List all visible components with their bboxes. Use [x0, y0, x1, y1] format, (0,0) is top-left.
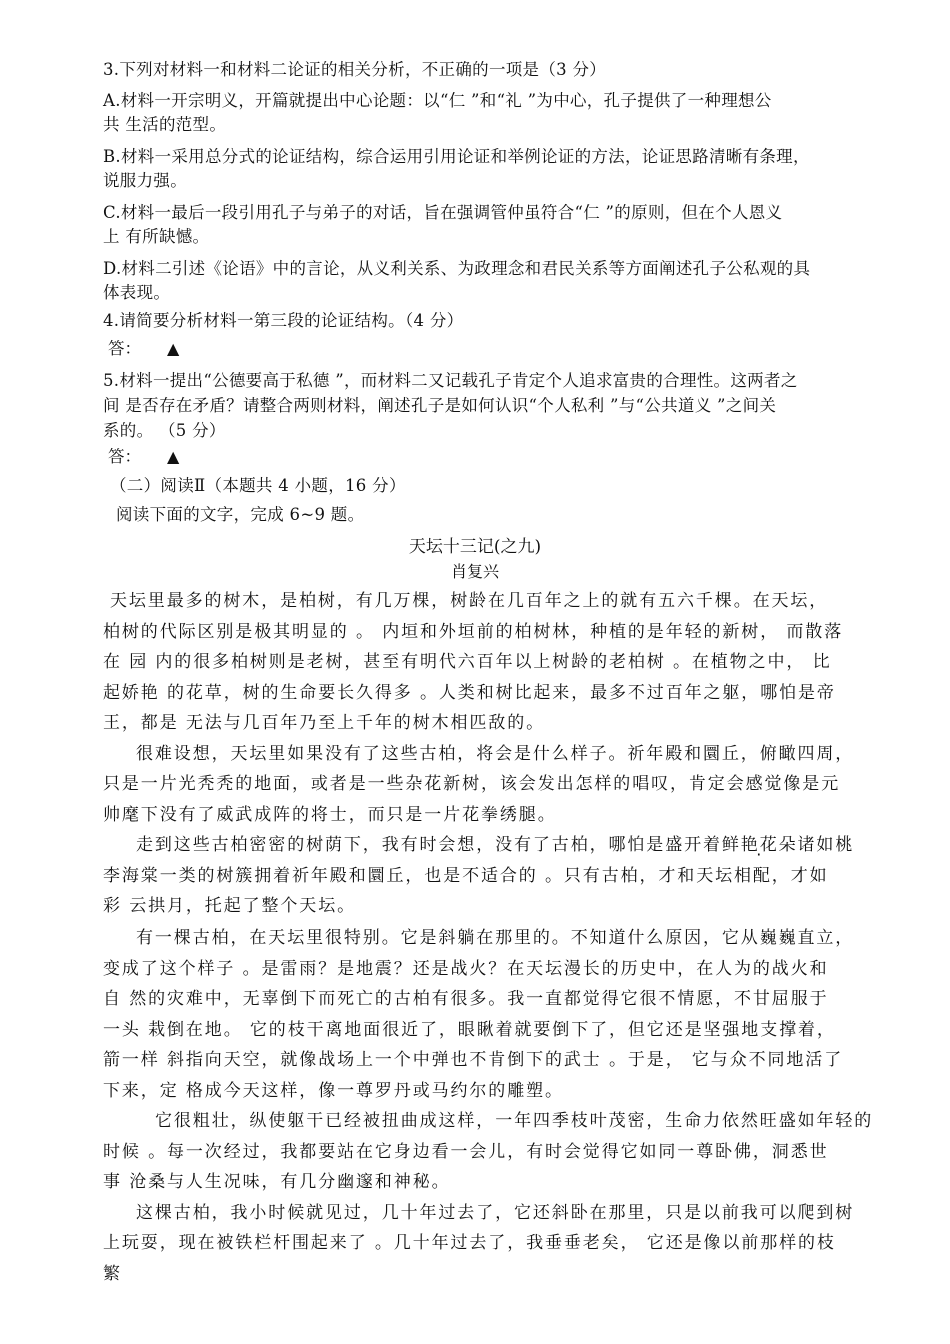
q4-stem: 4.请简要分析材料一第三段的论证结构。（4 分） [103, 311, 464, 330]
p1-line5: 王，都是 无法与几百年乃至上千年的树木相匹敌的。 [103, 713, 546, 733]
section-instruction: 阅读下面的文字，完成 6~9 题。 [116, 505, 365, 524]
triangle-icon: ▲ [167, 447, 180, 466]
q3-option-b-line2: 说服力强。 [103, 171, 187, 190]
p4-line3: 自 然的灾难中，无辜倒下而死亡的古柏有很多。我一直都觉得它很不情愿，不甘屈服于 [103, 989, 829, 1009]
section-heading: （二）阅读Ⅱ（本题共 4 小题，16 分） [110, 476, 406, 495]
q3-option-a-line1: A.材料一开宗明义，开篇就提出中心论题：以“仁 ”和“礼 ”为中心，孔子提供了一种理想公 [103, 91, 772, 110]
q3-option-d-line2: 体表现。 [103, 283, 171, 302]
p3-dotted-phrase: 鲜艳花朵 [721, 835, 798, 855]
p3-line3: 彩 云拱月，托起了整个天坛。 [103, 896, 357, 916]
p4-line5: 箭一样 斜指向天空，就像战场上一个中弹也不肯倒下的武士 。于是， 它与众不同地活了 [103, 1050, 844, 1070]
q5-line2: 间 是否存在矛盾？请整合两则材料，阐述孔子是如何认识“个人私利 ”与“公共道义 ”之间关 [103, 396, 777, 415]
q3-option-d-line1: D.材料二引述《论语》中的言论，从义利关系、为政理念和君民关系等方面阐述孔子公私观的具 [103, 259, 811, 278]
p5-line2: 时候 。每一次经过，我都要站在它身边看一会儿，有时会觉得它如同一尊卧佛，洞悉世 [103, 1142, 829, 1162]
p1-line2: 柏树的代际区别是极其明显的 。 内垣和外垣前的柏树林，种植的是年轻的新树， 而散落 [103, 622, 844, 642]
article-title: 天坛十三记(之九) [408, 537, 542, 557]
p2-line2: 只是一片光秃秃的地面，或者是一些杂花新树，该会发出怎样的唱叹，肯定会感觉像是元 [103, 774, 841, 794]
p4-line2: 变成了这个样子 。是雷雨？是地震？还是战火？在天坛漫长的历史中，在人为的战火和 [103, 959, 829, 979]
p1-line4: 起娇艳 的花草，树的生命要长久得多 。人类和树比起来，最多不过百年之躯，哪怕是帝 [103, 683, 836, 703]
q3-option-a-line2: 共 生活的范型。 [103, 115, 227, 134]
q3-option-b-line1: B.材料一采用总分式的论证结构，综合运用引用论证和举例论证的方法，论证思路清晰有条理， [103, 147, 810, 166]
q3-stem: 3.下列对材料一和材料二论证的相关分析，不正确的一项是（3 分） [103, 60, 607, 79]
q3-option-c-line2: 上 有所缺憾。 [103, 227, 210, 246]
p4-line4: 一头 栽倒在地。 它的枝干离地面很近了，眼瞅着就要倒下了，但它还是坚强地支撑着， [103, 1020, 836, 1040]
q5-line3: 系的。 （5 分） [103, 421, 226, 440]
p1-line1: 天坛里最多的树木，是柏树，有几万棵，树龄在几百年之上的就有五六千棵。在天坛， [110, 591, 829, 611]
p1-line3: 在 园 内的很多柏树则是老树，甚至有明代六百年以上树龄的老柏树 。在植物之中， 比 [103, 652, 832, 672]
p3-line1 [136, 830, 926, 861]
p5-line1: 它很粗壮，纵使躯干已经被扭曲成这样，一年四季枝叶茂密，生命力依然旺盛如年轻的 [155, 1111, 874, 1131]
article-author: 肖复兴 [450, 562, 499, 581]
p2-line1: 很难设想，天坛里如果没有了这些古柏，将会是什么样子。祈年殿和圜丘，俯瞰四周， [136, 744, 855, 764]
p5-line3: 事 沧桑与人生况味，有几分幽邃和神秘。 [103, 1172, 451, 1192]
q4-answer-label: 答： [108, 339, 141, 358]
q5-answer [108, 445, 179, 469]
p6-line1: 这棵古柏，我小时候就见过，几十年过去了，它还斜卧在那里，只是以前我可以爬到树 [136, 1203, 855, 1223]
q5-line1: 5.材料一提出“公德要高于私德 ”，而材料二又记载孔子肯定个人追求富贵的合理性。这两者之 [103, 371, 798, 390]
q5-answer-label: 答： [108, 447, 141, 466]
triangle-icon: ▲ [167, 339, 180, 358]
p3-line2: 李海棠一类的树簇拥着祈年殿和圜丘，也是不适合的 。只有古柏，才和天坛相配，才如 [103, 866, 829, 886]
p4-line6: 下来，定 格成今天这样，像一尊罗丹或马约尔的雕塑。 [103, 1081, 564, 1101]
p6-line3: 繁 [103, 1264, 122, 1284]
p6-line2: 上玩耍，现在被铁栏杆围起来了 。几十年过去了，我垂垂老矣， 它还是像以前那样的枝 [103, 1233, 836, 1253]
q4-answer [108, 337, 179, 361]
p3-line1-start: 走到这些古柏密密的树荫下，我有时会想，没有了古柏，哪怕是盛开着 [136, 835, 722, 855]
p3-line1-end: 诸如桃 [797, 835, 855, 855]
q3-option-c-line1: C.材料一最后一段引用孔子与弟子的对话，旨在强调管仲虽符合“仁 ”的原则，但在个人恩义 [103, 203, 783, 222]
p2-line3: 帅麾下没有了威武成阵的将士，而只是一片花拳绣腿。 [103, 805, 557, 825]
p4-line1: 有一棵古柏，在天坛里很特别。它是斜躺在那里的。不知道什么原因，它从巍巍直立， [136, 928, 855, 948]
